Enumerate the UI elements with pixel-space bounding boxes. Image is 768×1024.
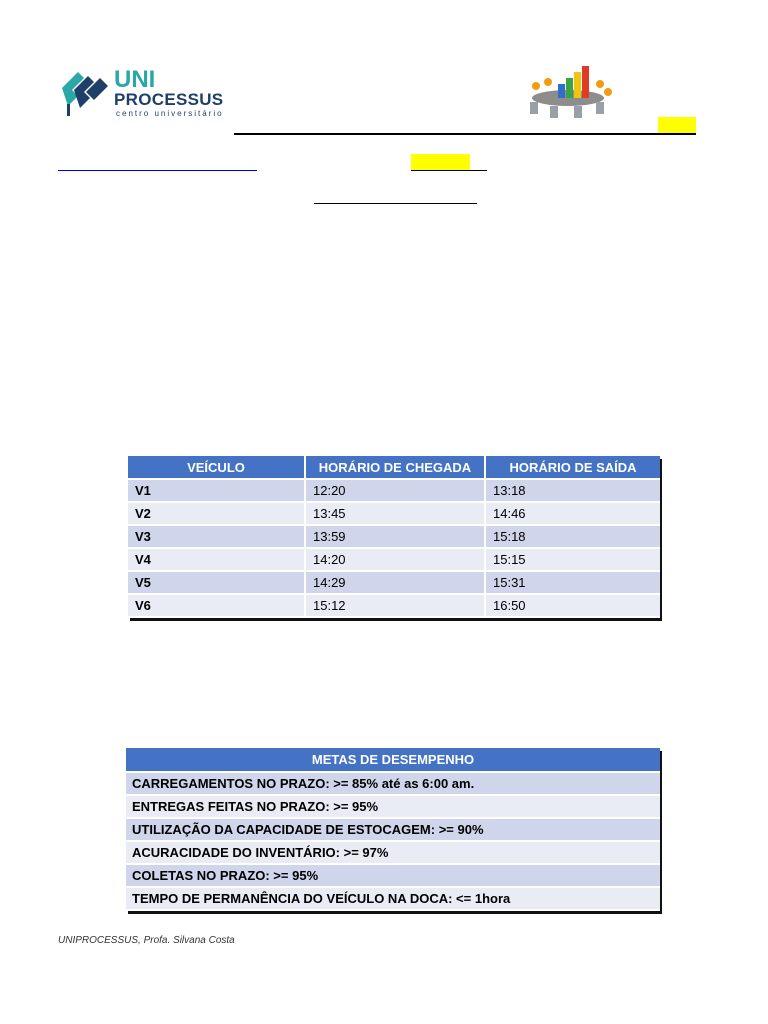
goals-row	[126, 864, 660, 887]
cell-saida: 15:31	[485, 571, 660, 594]
header-veiculo: VEÍCULO	[128, 456, 305, 479]
meeting-chart-icon	[524, 64, 616, 120]
cell-veiculo: V6	[128, 594, 305, 617]
goal-item: UTILIZAÇÃO DA CAPACIDADE DE ESTOCAGEM: >= 90%	[126, 818, 660, 841]
table-header-row	[128, 456, 660, 479]
cell-chegada: 14:20	[305, 548, 485, 571]
header-saida: HORÁRIO DE SAÍDA	[485, 456, 660, 479]
logo-text-uni: UNI	[114, 66, 156, 93]
cell-veiculo: V5	[128, 571, 305, 594]
header-divider-line	[234, 133, 696, 135]
hyperlink-underline[interactable]	[58, 170, 257, 171]
vehicle-schedule-table	[128, 456, 660, 618]
table-row	[128, 525, 660, 548]
cell-saida: 13:18	[485, 479, 660, 502]
table-row	[128, 502, 660, 525]
goals-row	[126, 887, 660, 910]
goals-row	[126, 818, 660, 841]
performance-goals-table	[126, 748, 660, 911]
table-row	[128, 479, 660, 502]
logo-mark-icon	[58, 68, 114, 120]
cell-saida: 15:15	[485, 548, 660, 571]
header-chegada: HORÁRIO DE CHEGADA	[305, 456, 485, 479]
goals-header-row	[126, 748, 660, 772]
logo-text-centro: centro universitário	[116, 109, 224, 118]
uniprocessus-logo	[58, 68, 228, 124]
goals-row	[126, 841, 660, 864]
yellow-highlight-mark-2	[411, 154, 470, 170]
cell-veiculo: V4	[128, 548, 305, 571]
short-underline	[411, 170, 487, 171]
goal-item: ACURACIDADE DO INVENTÁRIO: >= 97%	[126, 841, 660, 864]
meeting-chart-illustration	[524, 64, 616, 120]
cell-saida: 15:18	[485, 525, 660, 548]
cell-chegada: 15:12	[305, 594, 485, 617]
cell-saida: 16:50	[485, 594, 660, 617]
table-row	[128, 594, 660, 617]
page-footer: UNIPROCESSUS, Profa. Silvana Costa	[58, 935, 235, 946]
cell-chegada: 12:20	[305, 479, 485, 502]
goal-item: ENTREGAS FEITAS NO PRAZO: >= 95%	[126, 795, 660, 818]
cell-veiculo: V3	[128, 525, 305, 548]
cell-chegada: 13:45	[305, 502, 485, 525]
cell-chegada: 14:29	[305, 571, 485, 594]
goals-row	[126, 795, 660, 818]
table-row	[128, 571, 660, 594]
goal-item: COLETAS NO PRAZO: >= 95%	[126, 864, 660, 887]
cell-veiculo: V1	[128, 479, 305, 502]
goal-item: TEMPO DE PERMANÊNCIA DO VEÍCULO NA DOCA: <= 1hora	[126, 887, 660, 910]
goal-item: CARREGAMENTOS NO PRAZO: >= 85% até as 6:00 am.	[126, 772, 660, 795]
yellow-highlight-mark	[658, 117, 696, 133]
goals-header: METAS DE DESEMPENHO	[126, 748, 660, 772]
logo-text-processus: PROCESSUS	[114, 90, 224, 109]
cell-chegada: 13:59	[305, 525, 485, 548]
table-row	[128, 548, 660, 571]
title-underline	[314, 203, 477, 204]
cell-veiculo: V2	[128, 502, 305, 525]
goals-row	[126, 772, 660, 795]
cell-saida: 14:46	[485, 502, 660, 525]
